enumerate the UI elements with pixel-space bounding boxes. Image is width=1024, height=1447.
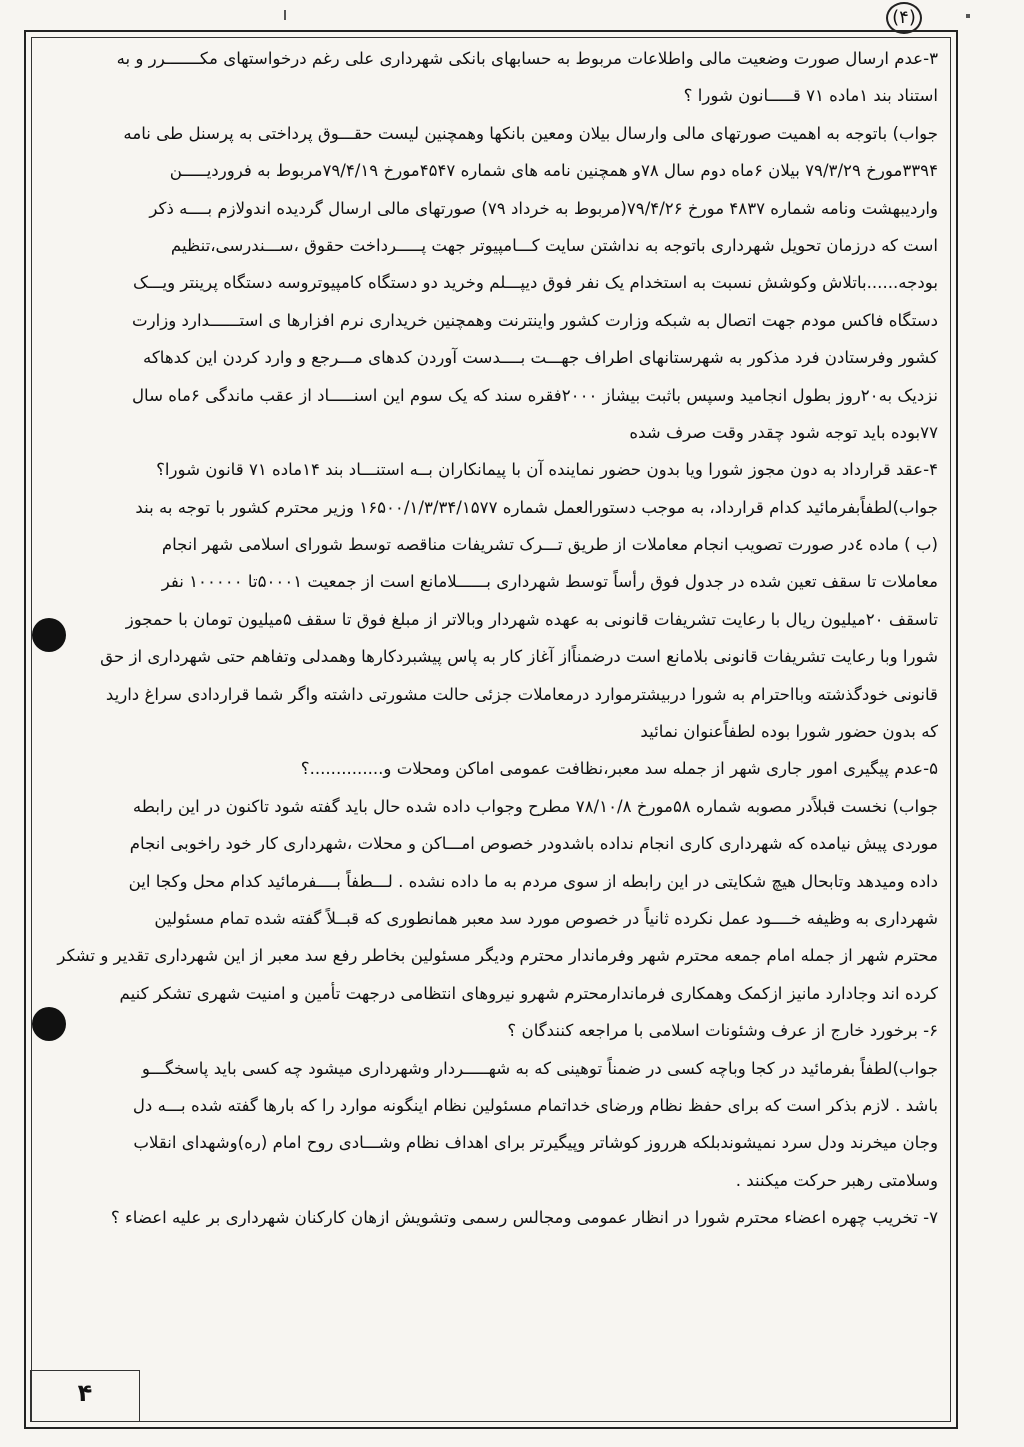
text-line: شورا وبا رعایت تشریفات قانونی بلامانع است درضمناًاز آغاز کار به پاس پیشبردکارها وهمدلی وتفاهم حتی شهرداری از حق <box>100 647 938 667</box>
text-line: جواب)لطفاً بفرمائید در کجا وباچه کسی در ضمناً توهینی که به شهـــــردار وشهرداری میشود چه کسی باید پاسخگـــو <box>141 1058 938 1078</box>
text-line: باشد . لازم بذکر است که برای حفظ نظام ورضای خداتمام مسئولین نظام اینگونه موارد را که بارها گفته شده بـــه دل <box>132 1095 938 1115</box>
text-line: ۷- تخریب چهره اعضاء محترم شورا در انظار عمومی ومجالس رسمی وتشویش ازهان کارکنان شهرداری بر علیه اعضاء ؟ <box>110 1208 938 1228</box>
text-line: ۶- برخورد خارج از عرف وشئونات اسلامی با مراجعه کنندگان ؟ <box>507 1021 938 1041</box>
text-line: جواب)لطفاًبفرمائید کدام قرارداد، به موجب دستورالعمل شماره ۱۶۵۰۰/۱/۳/۳۴/۱۵۷۷ وزیر محترم کشور با توجه به بند <box>135 497 938 517</box>
text-line: کشور وفرستادن فرد مذکور به شهرستانهای اطراف جهـــت بــــدست آوردن کدهای مـــرجع و وارد کردن این کدهاکه <box>142 348 938 368</box>
page-number-box <box>30 1370 140 1422</box>
text-line: واردیبهشت ونامه شماره ۴۸۳۷ مورخ ۷۹/۴/۲۶(مربوط به خرداد ۷۹) صورتهای مالی ارسال گردیده اندولازم بــــه ذکر <box>149 198 938 218</box>
text-line: ۷۷بوده باید توجه شود چقدر وقت صرف شده <box>629 422 938 442</box>
punch-hole-mark <box>32 1007 66 1041</box>
page-number: ۴ <box>77 1379 93 1407</box>
text-line: بودجه......باتلاش وکوشش نسبت به استخدام یک نفر فوق دیپـــلم وخرید دو دستگاه کامپیوتروسه دستگاه پرینتر ویـــک <box>133 273 938 293</box>
text-line: داده ومیدهد وتابحال هیچ شکایتی در این رابطه از سوی مردم به ما داده نشده . لـــطفاً بــــفرمائید کدام محل وکجا این <box>128 871 938 891</box>
text-line: کرده اند وجادارد مانیز ازکمک وهمکاری فرماندارمحترم شهرو نیروهای انتظامی درجهت تأمین و امنیت شهری تشکر کنیم <box>119 983 938 1003</box>
text-line: جواب) باتوجه به اهمیت صورتهای مالی وارسال بیلان ومعین بانکها وهمچنین لیست حقـــوق پرداختی به پرسنل طی نامه <box>123 123 938 143</box>
text-line: ۳-عدم ارسال صورت وضعیت مالی واطلاعات مربوط به حسابهای بانکی شهرداری علی رغم درخواستهای مکـــــــرر و به <box>116 49 938 68</box>
text-line: موردی پیش نیامده که شهرداری کاری انجام نداده باشدودر خصوص امـــاکن و محلات ،شهرداری کار خود راخوبی انجام <box>129 834 938 854</box>
text-line: ۳۳۹۴مورخ ۷۹/۳/۲۹ بیلان ۶ماه دوم سال ۷۸و همچنین نامه های شماره ۴۵۴۷مورخ ۷۹/۴/۱۹مربوط به فروردیـــــن <box>169 161 938 181</box>
scan-tick-mark <box>966 14 970 18</box>
text-line: استناد بند ۱ماده ۷۱ قـــــانون شورا ؟ <box>683 86 938 106</box>
text-line: نزدیک به۲۰روز بطول انجامید وسپس باثبت بیشاز ۲۰۰۰فقره سند که یک سوم این اسنـــــاد از عقب ماندگی ۶ماه سال <box>131 385 938 405</box>
text-line: وجان میخرند ودل سرد نمیشوندبلکه هرروز کوشاتر وپیگیرتر برای اهداف نظام وشـــادی روح امام (ره)وشهدای انقلاب <box>133 1133 938 1153</box>
text-line: دستگاه فاکس مودم جهت اتصال به شبکه وزارت کشور واینترنت وهمچنین خریداری نرم افزارها ی استــــــدارد وزارت <box>132 310 938 330</box>
text-line: محترم شهر از جمله امام جمعه محترم شهر وفرماندار محترم ودیگر مسئولین بخاطر رفع سد معبر از این شهرداری تقدیر و تشکر <box>57 946 938 966</box>
text-line: ۴-عقد قرارداد به دون مجوز شورا ویا بدون حضور نماینده آن با پیمانکاران بــه استنـــاد بند ۱۴ماده ۷۱ قانون شورا؟ <box>156 460 938 480</box>
text-line: وسلامتی رهبر حرکت میکنند . <box>735 1170 938 1190</box>
text-line: است که درزمان تحویل شهرداری باتوجه به نداشتن سایت کـــامپیوتر جهت پـــــرداخت حقوق ،ســـندرسی،تنظیم <box>170 235 938 255</box>
text-line: جواب) نخست قبلاًدر مصوبه شماره ۵۸مورخ ۷۸/۱۰/۸ مطرح وجواب داده شده حال باید گفته شود تاکنون در این رابطه <box>132 796 938 816</box>
scan-tick-mark <box>284 10 286 20</box>
text-line: قانونی خودگذشته وبااحترام به شورا دربیشترموارد درمعاملات جزئی حالت مشورتی داشته واگر شما قراردادی سراغ دارید <box>105 684 938 704</box>
text-line: تاسقف ۲۰میلیون ریال با رعایت تشریفات قانونی به عهده شهردار وبالاتر از مبلغ فوق تا سقف ۵میلیون تومان با حمجوز <box>125 609 938 629</box>
text-line: معاملات تا سقف تعین شده در جدول فوق رأساً توسط شهرداری بــــــلامانع است از جمعیت ۵۰۰۰۱تا ۱۰۰۰۰۰ نفر <box>161 572 938 592</box>
text-line: ۵-عدم پیگیری امور جاری شهر از جمله سد معبر،نظافت عمومی اماکن ومحلات و..............؟ <box>300 759 938 779</box>
text-line: شهرداری به وظیفه خــــود عمل نکرده ثانیاً در خصوص مورد سد معبر همانطوری که قبــلاً گفته شده تمام مسئولین <box>154 908 938 928</box>
punch-hole-mark <box>32 618 66 652</box>
text-line: (ب ) ماده ٤در صورت تصویب انجام معاملات از طریق تـــرک تشریفات مناقصه توسط شورای اسلامی شهر انجام <box>161 535 938 555</box>
text-line: که بدون حضور شورا بوده لطفاًعنوان نمائید <box>640 722 938 742</box>
handwritten-page-mark: (۴) <box>886 2 922 34</box>
document-body <box>38 40 938 1237</box>
